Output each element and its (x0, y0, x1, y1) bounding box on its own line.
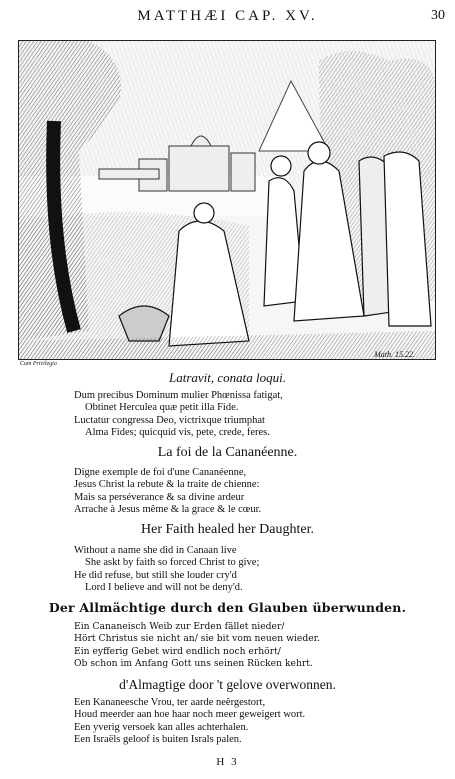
verse-line: Ein Cananeisch Weib zur Erden fället nieder/ (74, 621, 285, 632)
verse-line: Dum precibus Dominum mulier Phœnissa fatigat, (74, 390, 283, 401)
verse-line: Een yverig versoek kan alles achterhalen. (74, 721, 249, 733)
english-verse (74, 545, 434, 594)
page-number: 30 (431, 8, 445, 23)
verse-line: Arrache à Jesus même & la grace & le cœur. (74, 503, 262, 515)
french-verse (74, 467, 434, 516)
german-verse (74, 621, 434, 670)
engraving-illustration (18, 40, 436, 360)
verse-line: Een Israëls geloof is buiten Israls palen. (74, 733, 242, 745)
dutch-title: d'Almagtige door 't gelove overwonnen. (119, 677, 336, 692)
french-title: La foi de la Cananéenne. (157, 445, 298, 460)
running-head (0, 6, 455, 30)
verse-line: Digne exemple de foi d'une Cananéenne, (74, 467, 247, 478)
verse-line: Mais sa perséverance & sa divine ardeur (74, 491, 245, 503)
privilege-notice: Cum Privilegio (20, 361, 57, 367)
english-title: Her Faith healed her Daughter. (141, 522, 314, 537)
verse-line: Lord I believe and will not be deny'd. (85, 581, 243, 593)
verse-line: Alma Fides; quicquid vis, pete, crede, feres. (85, 426, 270, 438)
verse-line: Ein eyfferig Gebet wird endlich noch erhört/ (74, 645, 281, 657)
verse-line: Een Kananeesche Vrou, ter aarde neêrgestort, (74, 697, 266, 708)
verse-line: He did refuse, but still she louder cry'd (74, 569, 237, 581)
scripture-reference: Math. 15.22. (374, 350, 415, 359)
verse-line: She askt by faith so forced Christ to give; (85, 557, 260, 569)
verse-line: Obtinet Herculea quæ petit illa Fide. (85, 402, 239, 414)
verse-line: Ob schon im Anfang Gott uns seinen Rücken kehrt. (74, 657, 313, 669)
verse-line: Hört Christus sie nicht an/ sie bit vom neuen wieder. (74, 633, 320, 645)
latin-title: Latravit, conata loqui. (169, 370, 286, 385)
dutch-verse (74, 697, 434, 746)
verse-line: Jesus Christ la rebute & la traite de chienne: (74, 479, 260, 491)
verse-line: Luctatur congressa Deo, victrixque triumphat (74, 414, 265, 426)
verse-line: Without a name she did in Canaan live (74, 545, 237, 556)
running-head-title: MATTHÆI CAP. XV. (137, 8, 318, 24)
verse-line: Houd meerder aan hoe haar noch meer geweigert wort. (74, 709, 306, 721)
latin-verse (74, 390, 434, 439)
signature-mark: H 3 (216, 756, 239, 768)
german-title: Der Allmächtige durch den Glauben überwunden. (48, 600, 407, 615)
